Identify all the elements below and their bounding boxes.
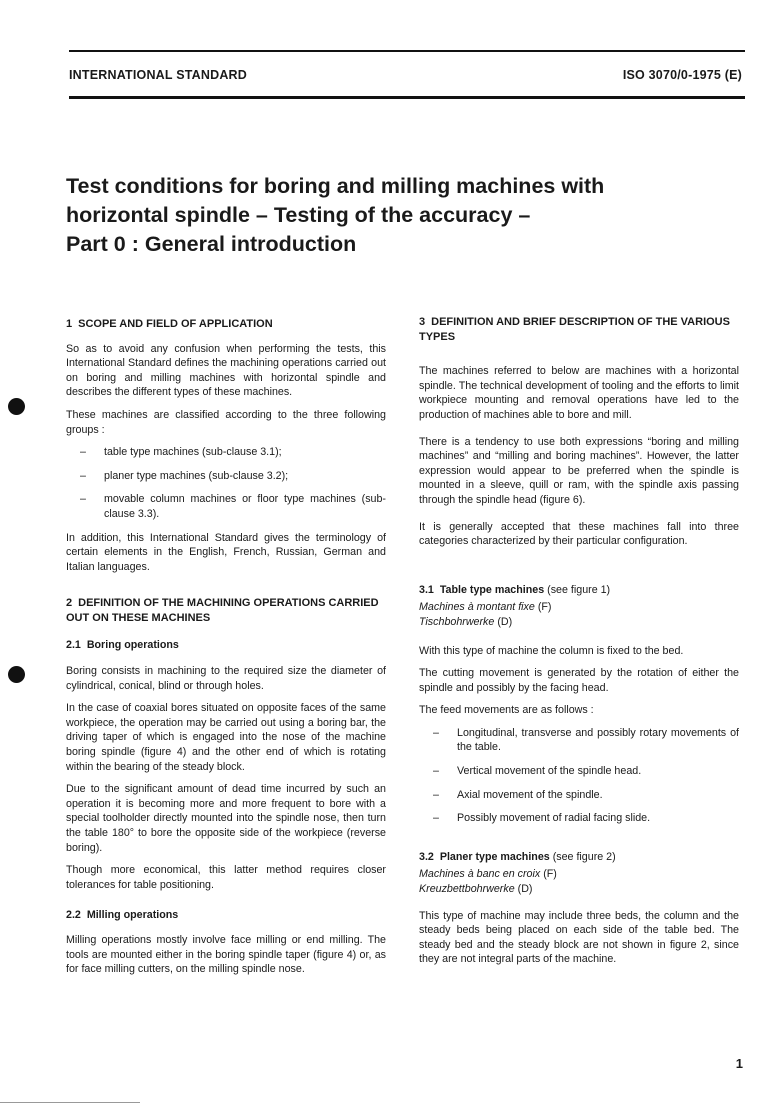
paragraph: Boring consists in machining to the required size the diameter of cylindrical, conical, blind or through holes. [66,665,386,692]
header-standard-label: INTERNATIONAL STANDARD [69,68,248,82]
paragraph: With this type of machine the column is fixed to the bed. [419,644,684,657]
page-number: 1 [735,1056,743,1071]
title-line-3: Part 0 : General introduction [66,232,357,256]
list-item: – Possibly movement of radial facing slide. [433,812,651,825]
header-rule [69,96,745,99]
german-term: Tischbohrwerke (D) [419,615,513,628]
paragraph: Due to the significant amount of dead time incurred by such an operation it is becoming more and more frequent to bore with a special toolholder directly mounted into the spindle nose, then turn the table 180° to bore the opposite side of the workpiece (reverse boring). [66,783,386,854]
paragraph: The feed movements are as follows : [419,704,594,717]
paragraph: The cutting movement is generated by the rotation of either the spindle and possibly by the facing head. [419,667,739,694]
paragraph: In the case of coaxial bores situated on opposite faces of the same workpiece, the operation may be carried out using a boring bar, the driving taper of which is engaged into the nose of the machine boring spindle (figure 4) and the other end of which is rotating within the bearing of the steady block. [66,702,386,773]
paragraph: This type of machine may include three beds, the column and the steady beds being placed on each side of the table bed. The steady bed and the steady block are not shown in figure 2, since they are not integral parts of the machine. [419,909,739,966]
subsection-3-1-heading: 3.1 Table type machines (see figure 1) [419,583,611,596]
feed-movements-list [419,726,739,826]
section-1-heading: 1 SCOPE AND FIELD OF APPLICATION [66,318,273,330]
footer-rule [0,1102,140,1103]
french-term: Machines à banc en croix (F) [419,868,557,881]
list-item: – planer type machines (sub-clause 3.2); [80,469,289,482]
punch-hole-mark [8,666,25,683]
list-item: – table type machines (sub-clause 3.1); [80,446,282,459]
paragraph: So as to avoid any confusion when performing the tests, this International Standard defines the machining operations carried out on boring and milling machines with horizontal spindle and describes the different types of these machines. [66,342,386,399]
list-item: – Vertical movement of the spindle head. [433,765,642,778]
punch-hole-mark [8,398,25,415]
list-item: – Longitudinal, transverse and possibly rotary movements of the table. [433,726,739,754]
right-column [419,315,739,975]
left-column [66,317,386,985]
list-item: – movable column machines or floor type machines (sub-clause 3.3). [80,493,386,520]
paragraph: There is a tendency to use both expressions “boring and milling machines” and “milling and boring machines”. However, the latter expression would appear to be preferred when the spindle is mounted in a sleeve, quill or ram, with the spindle axis passing through the spindle head (figure 6). [419,435,739,506]
section-2-heading: 2 DEFINITION OF THE MACHINING OPERATIONS CARRIED OUT ON THESE MACHINES [66,597,379,624]
subsection-2-1-heading: 2.1 Boring operations [66,638,179,651]
paragraph: Though more economical, this latter method requires closer tolerances for table positioning. [66,864,386,891]
paragraph: The machines referred to below are machines with a horizontal spindle. The technical development of tooling and the efforts to limit workpiece mounting and removal operations have led to the production of machines able to bore and mill. [419,365,739,421]
subsection-2-2-heading: 2.2 Milling operations [66,909,179,922]
section-3-heading: 3 DEFINITION AND BRIEF DESCRIPTION OF THE VARIOUS TYPES [419,316,730,343]
title-line-1: Test conditions for boring and milling machines with [66,174,605,198]
paragraph: Milling operations mostly involve face milling or end milling. The tools are mounted either in the boring spindle taper (figure 4) or, as for face milling cutters, on the milling spindle nose. [66,934,386,976]
german-term: Kreuzbettbohrwerke (D) [419,883,533,896]
header-document-number: ISO 3070/0-1975 (E) [622,68,742,82]
paragraph: In addition, this International Standard gives the terminology of certain elements in the English, French, Russian, German and Italian languages. [66,531,386,573]
title-line-2: horizontal spindle – Testing of the accuracy – [66,203,531,227]
document-title [66,172,726,259]
paragraph: It is generally accepted that these machines fall into three categories characterized by their particular configuration. [419,520,739,548]
list-item: – Axial movement of the spindle. [433,788,603,801]
subsection-3-2-heading: 3.2 Planer type machines (see figure 2) [419,850,616,863]
paragraph: These machines are classified according to the three following groups : [66,408,386,436]
top-rule [69,50,745,52]
machine-groups-list [66,445,386,521]
french-term: Machines à montant fixe (F) [419,601,552,614]
